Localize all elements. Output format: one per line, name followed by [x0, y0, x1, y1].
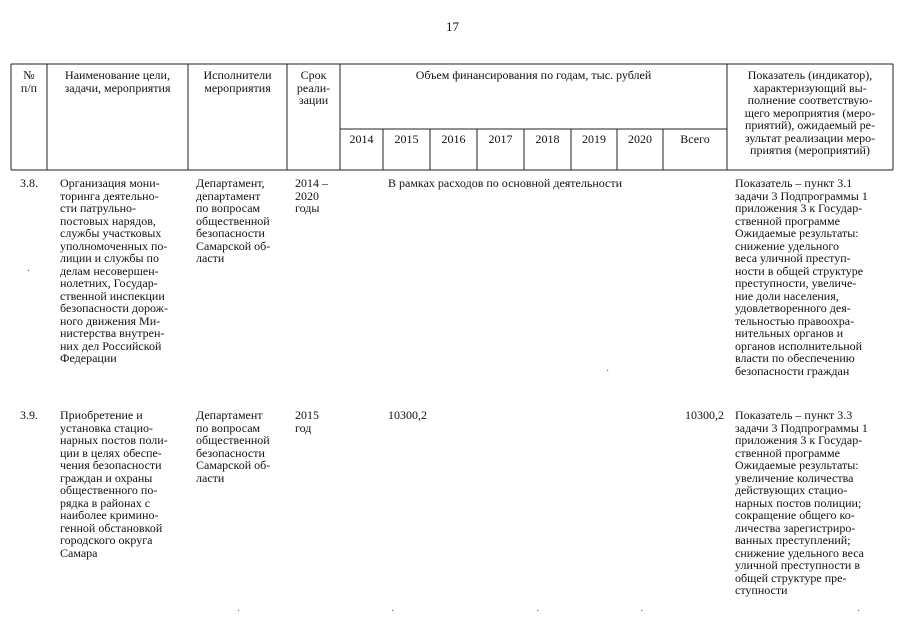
header-year: 2020: [628, 132, 652, 146]
scan-speck: ·: [391, 606, 395, 617]
scan-speck: ·: [536, 606, 540, 617]
header-num: № п/п: [20, 68, 38, 95]
header-year: 2018: [535, 132, 560, 146]
header-funding: Объем финансирования по годам, тыс. рублей: [415, 68, 652, 82]
row-number: 3.9.: [20, 408, 38, 422]
header-term: Срок реали- зации: [296, 68, 331, 107]
scan-speck: ·: [640, 606, 644, 617]
row-value-total: 10300,2: [685, 408, 724, 422]
row-name: Организация мони- торинга деятельно- сти патрульно- постовых нарядов, службы участковых уполномоченных по- лиции и службы по делам несовершен- нолетних, Государ- ственной инспекции безопасности дорож- ного движения Ми- нистерства внутрен- них дел Российской Федерации: [60, 176, 168, 365]
row-term: 2015 год: [295, 408, 319, 435]
header-executors: Исполнители мероприятия: [203, 68, 272, 95]
header-indicator: Показатель (индикатор), характеризующий вы- полнение соответствую- щего мероприятия (меро- приятий), ожидаемый ре- зультат реализации меро- приятия (мероприятий): [744, 68, 876, 157]
header-year: 2017: [488, 132, 513, 146]
scan-speck: ·: [857, 606, 861, 617]
header-year: 2019: [582, 132, 606, 146]
row-term: 2014 – 2020 годы: [295, 176, 328, 215]
row-indicator: Показатель – пункт 3.1 задачи 3 Подпрограммы 1 приложения 3 к Государ- ственной программе Ожидаемые результаты: снижение удельного веса уличной преступ- ности в общей структуре преступности, увеличе- ние доли населения, удовлетворенного дея- тельностью правоохра- нительных органов и органов исполнительной власти по обеспечению безопасности граждан: [735, 176, 868, 378]
row-executors: Департамент по вопросам общественной безопасности Самарской об- ласти: [196, 408, 271, 485]
scan-speck: ·: [606, 366, 610, 377]
page-number: 17: [446, 19, 459, 34]
header-year: 2016: [441, 132, 466, 146]
row-value-2015: 10300,2: [388, 408, 427, 422]
row-indicator: Показатель – пункт 3.3 задачи 3 Подпрограммы 1 приложения 3 к Государ- ственной программе Ожидаемые результаты: увеличение количества действующих стацио- нарных постов полиции; сокращение общего ко- личества зарегистриро- ванных преступлений; снижение удельного веса уличной преступности в общей структуре пре- ступности: [735, 408, 868, 597]
row-number: 3.8.: [20, 176, 38, 190]
scan-speck: ·: [27, 266, 31, 277]
row-funding-note: В рамках расходов по основной деятельности: [388, 176, 623, 190]
scan-speck: ·: [237, 606, 241, 617]
header-year: 2015: [394, 132, 419, 146]
header-year: 2014: [349, 132, 374, 146]
row-executors: Департамент, департамент по вопросам общественной безопасности Самарской об- ласти: [196, 176, 271, 265]
row-name: Приобретение и установка стацио- нарных постов поли- ции в целях обеспе- чения безопасности граждан и охраны общественного по- рядка в районах с наиболее кримино- генной обстановкой городского округа Самара: [60, 408, 168, 560]
header-name: Наименование цели, задачи, мероприятия: [64, 68, 171, 95]
header-year-total: Всего: [680, 132, 710, 146]
